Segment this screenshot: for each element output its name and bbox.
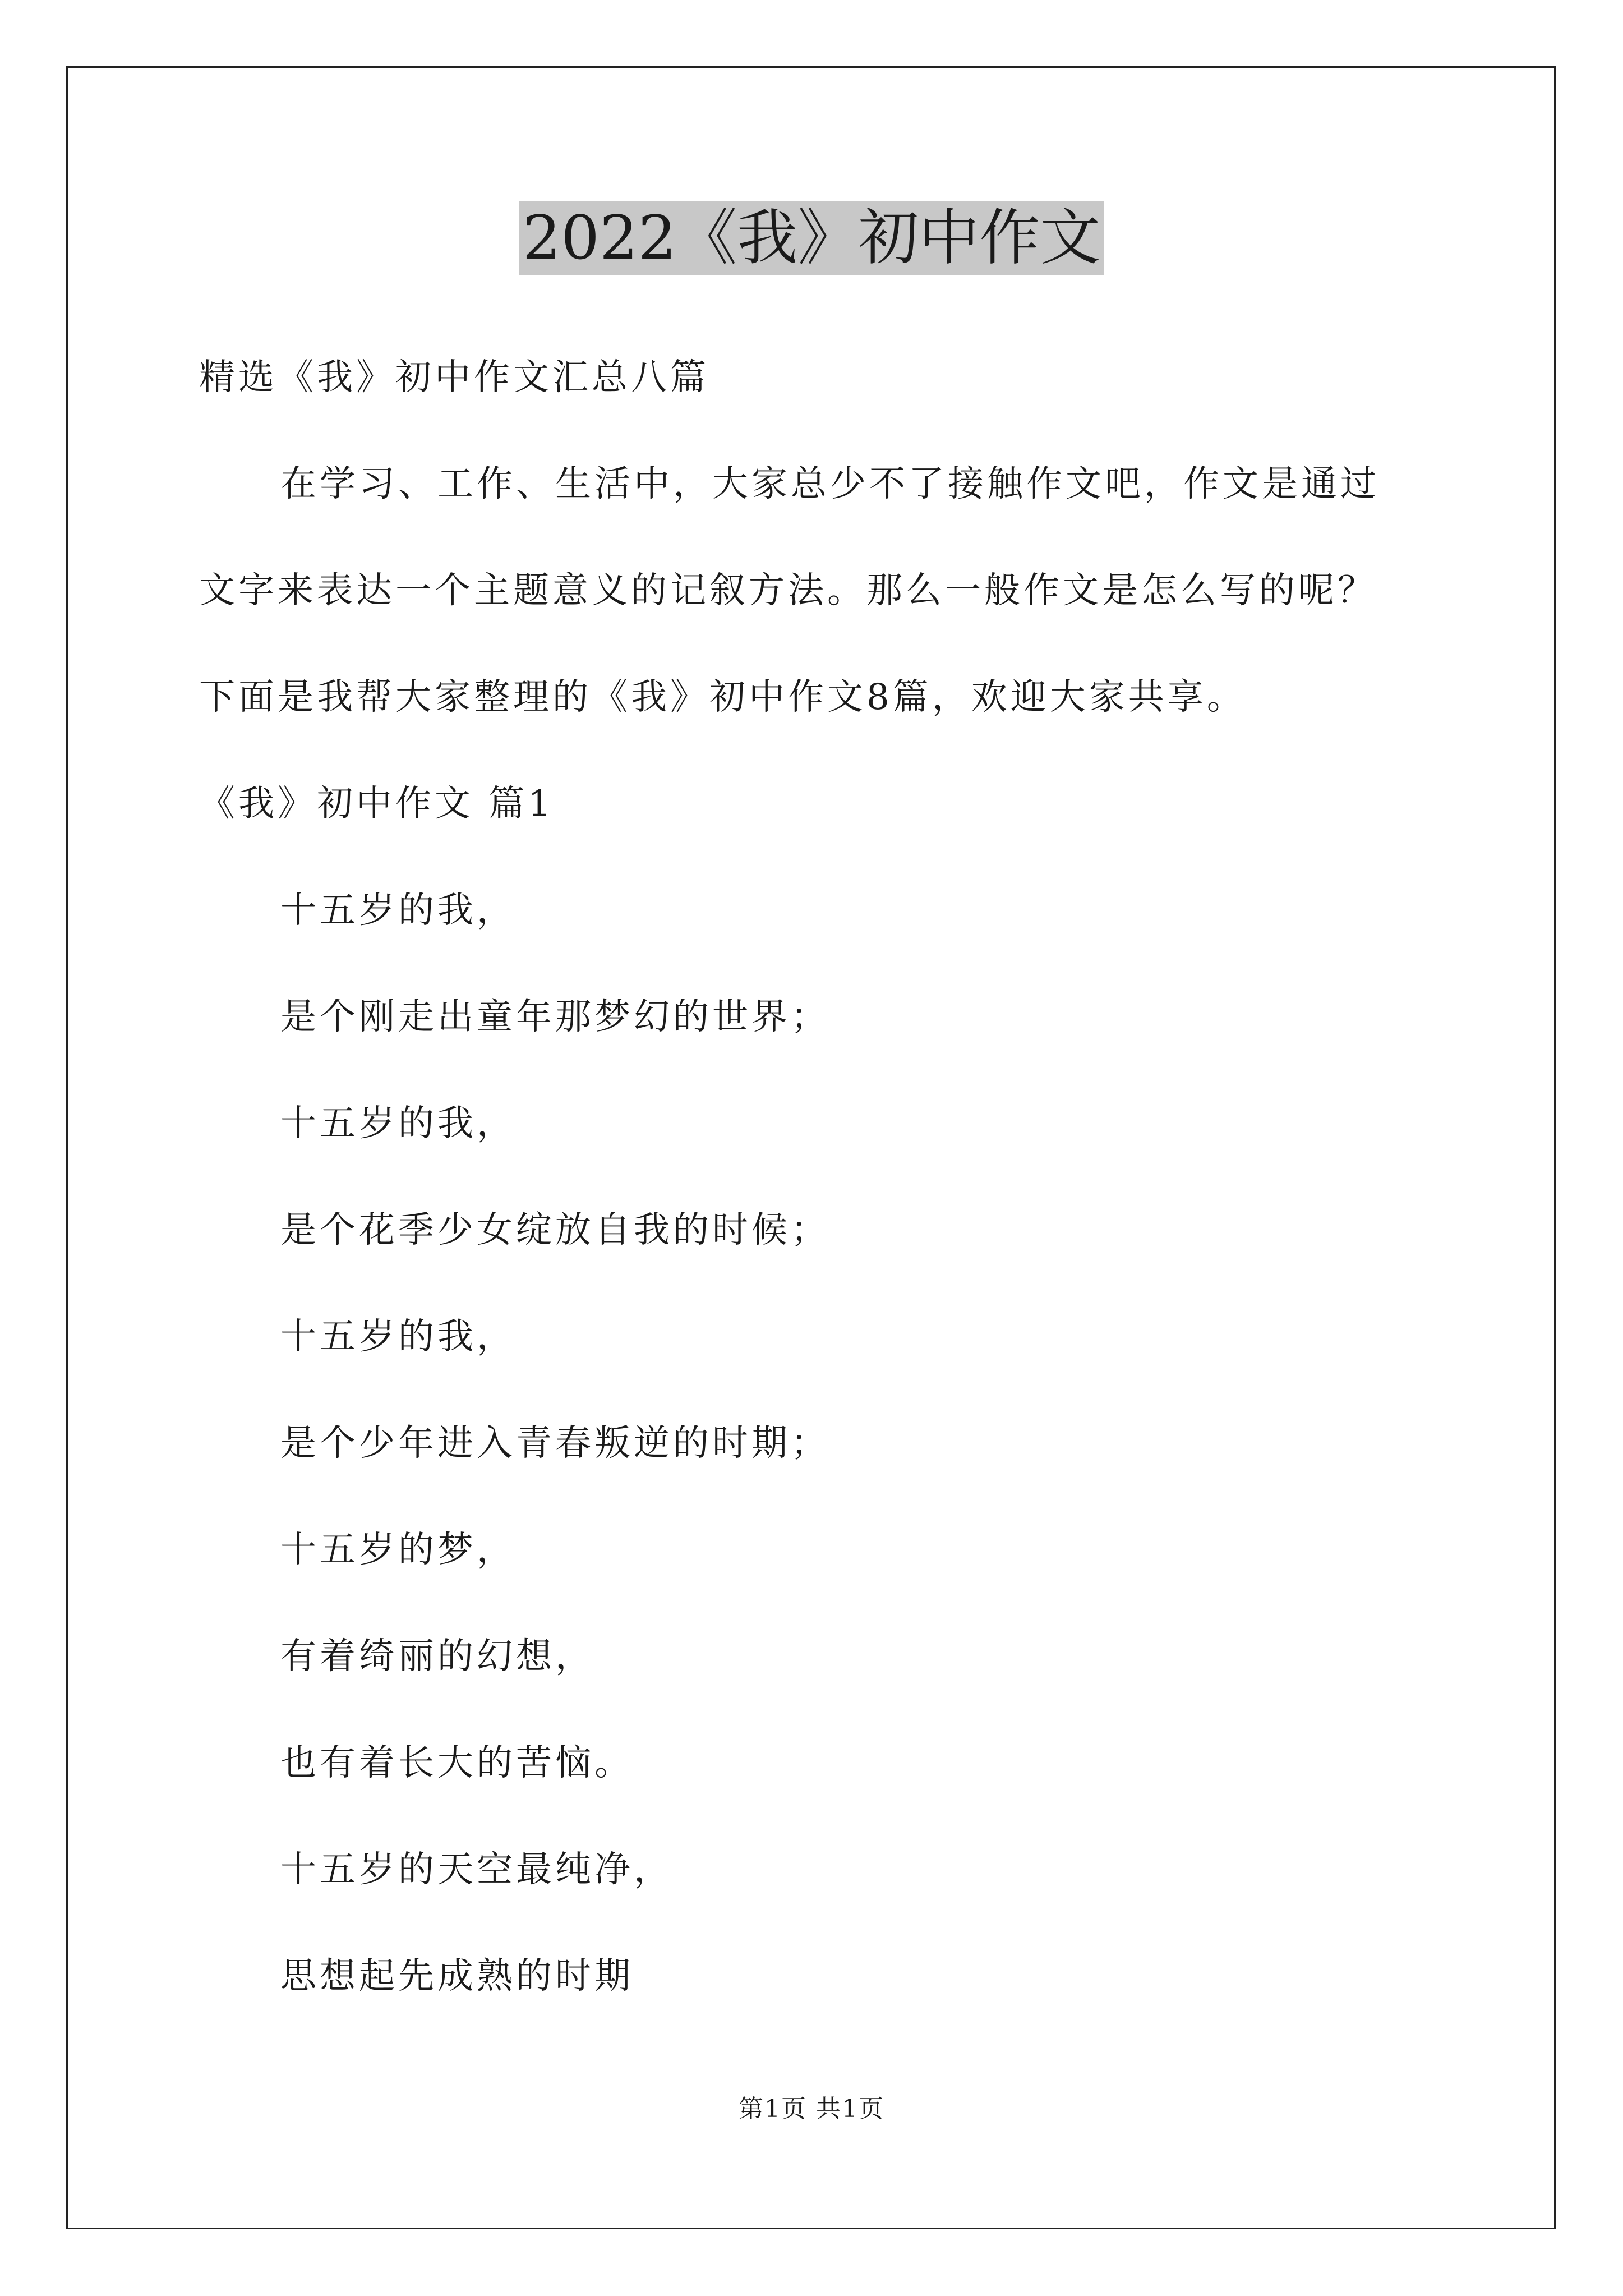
section-heading: 《我》初中作文 篇1 (199, 783, 555, 825)
intro-line: 下面是我帮大家整理的《我》初中作文8篇，欢迎大家共享。 (199, 677, 1246, 718)
poem-line: 也有着长大的苦恼。 (280, 1742, 634, 1784)
document-subtitle: 精选《我》初中作文汇总八篇 (199, 357, 709, 398)
poem-line: 十五岁的天空最纯净， (280, 1849, 673, 1890)
intro-line: 在学习、工作、生活中，大家总少不了接触作文吧，作文是通过 (280, 463, 1380, 505)
poem-line: 是个花季少女绽放自我的时候； (280, 1209, 830, 1251)
poem-line: 是个少年进入青春叛逆的时期； (280, 1423, 830, 1464)
poem-line: 十五岁的我， (280, 890, 516, 931)
page-footer: 第1页 共1页 (739, 2095, 884, 2123)
poem-line: 是个刚走出童年那梦幻的世界； (280, 996, 830, 1038)
poem-line: 思想起先成熟的时期 (280, 1955, 634, 1997)
document-title-text: 2022《我》初中作文 (519, 201, 1104, 275)
poem-line: 十五岁的我， (280, 1316, 516, 1358)
intro-line: 文字来表达一个主题意义的记叙方法。那么一般作文是怎么写的呢？ (199, 570, 1377, 611)
poem-line: 有着绮丽的幻想， (280, 1636, 594, 1677)
document-title (0, 199, 1623, 278)
poem-line: 十五岁的我， (280, 1103, 516, 1144)
poem-line: 十五岁的梦， (280, 1529, 516, 1571)
